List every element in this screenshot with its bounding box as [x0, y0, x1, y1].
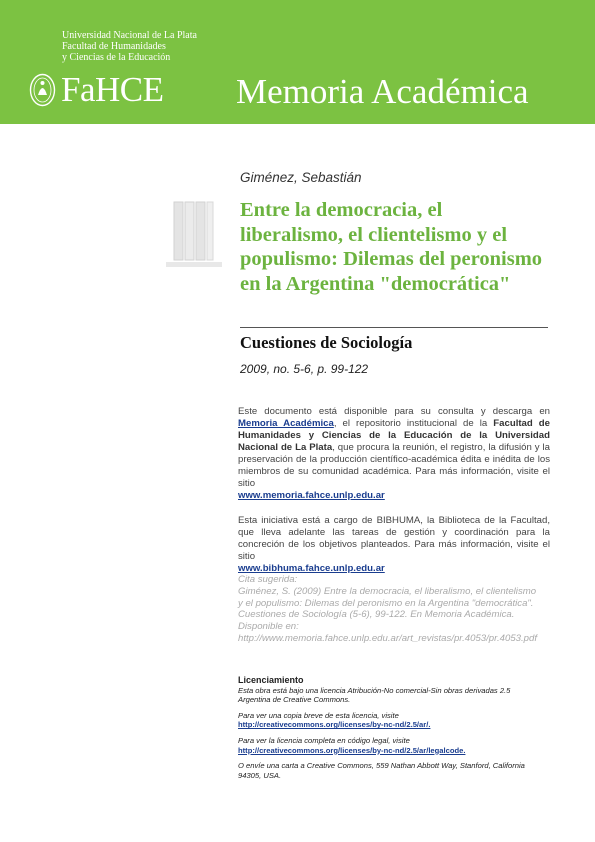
suggested-citation-line: y el populismo: Dilemas del peronismo en la Argentina "democrática".: [238, 597, 534, 609]
suggested-citation-line: Disponible en:: [238, 621, 299, 633]
license-text: Argentina de Creative Commons.: [238, 695, 351, 705]
license-letter-text: 94305, USA.: [238, 770, 282, 780]
suggested-citation-line: Cuestiones de Sociología (5-6), 99-122. En Memoria Académica.: [238, 609, 515, 621]
faculty-name: Facultad de Humanidades y Ciencias de la Educación de la Universidad Nacional de La Plata: [238, 418, 550, 453]
license-heading: Licenciamiento: [238, 675, 304, 685]
license-copy-link[interactable]: http://creativecommons.org/licenses/by-nc-nd/2.5/ar/.: [238, 720, 431, 730]
availability-text: , el repositorio institucional de la: [333, 418, 494, 429]
header-banner: [0, 0, 595, 124]
license-full-link[interactable]: http://creativecommons.org/licenses/by-nc-nd/2.5/ar/legalcode.: [238, 745, 466, 755]
institution-line: y Ciencias de la Educación: [62, 52, 171, 63]
fahce-logo: FaHCE: [61, 70, 164, 109]
license-text: Esta obra está bajo una licencia Atribución-No comercial-Sin obras derivadas 2.5: [238, 685, 511, 695]
bibhuma-text: Esta iniciativa está a cargo de BIBHUMA, la Biblioteca de la Facultad, que lleva adelante las tareas de gestión y coordinación para la concreción de los objetivos planteados. Para más información, visite el sitio: [238, 515, 550, 562]
license-copy-text: Para ver una copia breve de esta licencia, visite: [238, 710, 399, 720]
author: Giménez, Sebastián: [240, 170, 362, 185]
repository-name: Memoria Académica: [236, 72, 529, 111]
suggested-citation-heading: Cita sugerida:: [238, 574, 298, 585]
license-letter-text: O envíe una carta a Creative Commons, 559 Nathan Abbott Way, Stanford, California: [238, 761, 525, 771]
title-divider: [240, 327, 548, 328]
university-seal-icon: [29, 73, 56, 107]
journal-name: Cuestiones de Sociología: [240, 333, 413, 352]
license-full-text: Para ver la licencia completa en código legal, visite: [238, 735, 410, 745]
suggested-citation-line: Giménez, S. (2009) Entre la democracia, el liberalismo, el clientelismo: [238, 585, 537, 597]
bibhuma-paragraph: [238, 515, 550, 575]
availability-text: , que procura la reunión, el registro, la difusión y la preservación de la producción científico-académica édita e inédita de los miembros de su comunidad académica. Para más información, visite el sitio: [238, 442, 550, 489]
suggested-citation: [238, 574, 568, 645]
availability-text: Este documento está disponible para su consulta y descarga en: [238, 406, 550, 417]
books-icon: [164, 199, 226, 271]
document-title: Entre la democracia, el liberalismo, el clientelismo y el populismo: Dilemas del peronismo en la Argentina "democrática": [240, 199, 543, 295]
repository-link[interactable]: Memoria Académica: [238, 418, 334, 429]
institution-name: [62, 30, 197, 63]
institution-line: Universidad Nacional de La Plata: [62, 30, 197, 41]
availability-paragraph: [238, 406, 550, 502]
bibhuma-site-link[interactable]: www.bibhuma.fahce.unlp.edu.ar: [238, 563, 385, 574]
license-section: [238, 676, 558, 780]
institution-line: Facultad de Humanidades: [62, 41, 166, 52]
citation-details: 2009, no. 5-6, p. 99-122: [240, 362, 369, 376]
suggested-citation-url: http://www.memoria.fahce.unlp.edu.ar/art_revistas/pr.4053/pr.4053.pdf: [238, 632, 537, 644]
memoria-site-link[interactable]: www.memoria.fahce.unlp.edu.ar: [238, 490, 385, 501]
